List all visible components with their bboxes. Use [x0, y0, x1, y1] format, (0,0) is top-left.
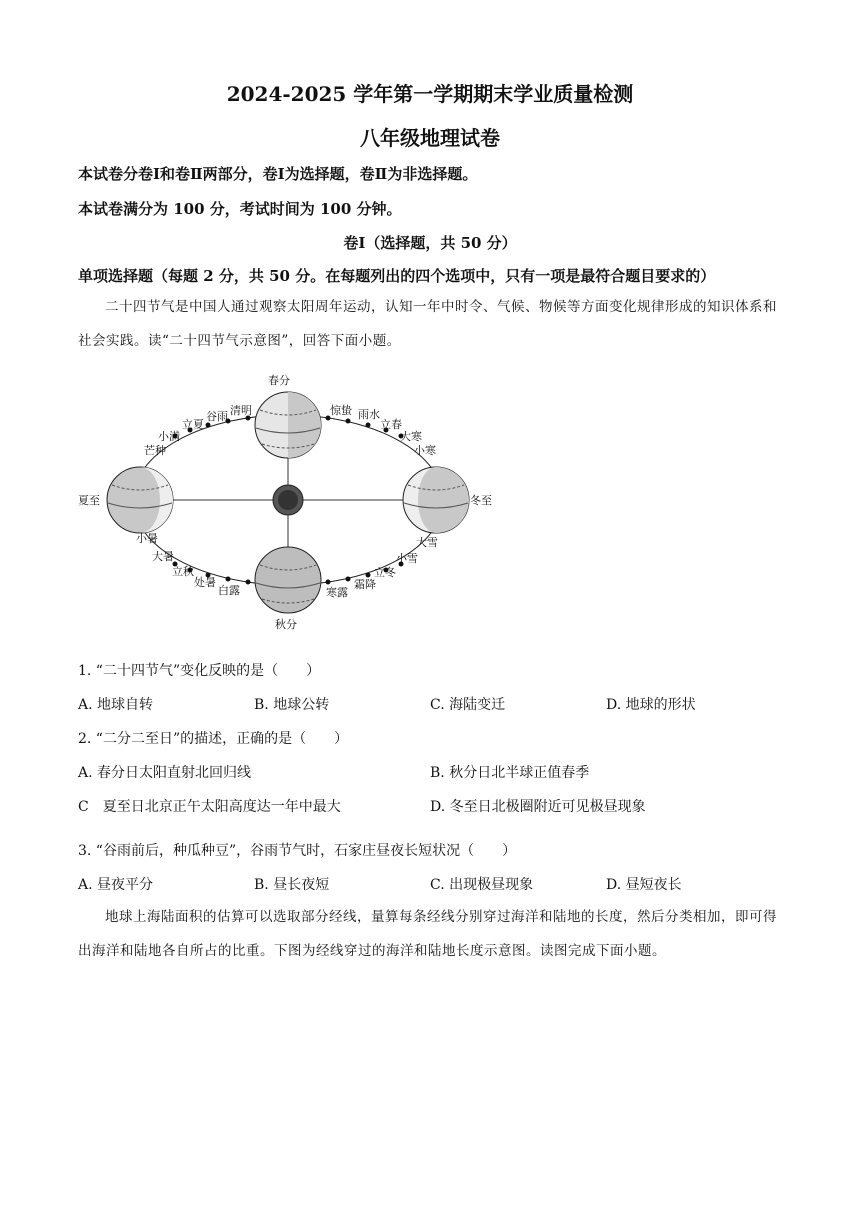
instruction-2: 本试卷满分为 100 分，考试时间为 100 分钟。 — [78, 200, 402, 218]
label-chushu: 处暑 — [194, 576, 216, 589]
question-1-stem: 1. “二十四节气”变化反映的是（ ） — [78, 663, 321, 679]
q2-option-b[interactable]: B. 秋分日北半球正值春季 — [430, 765, 590, 781]
q2-option-a[interactable]: A. 春分日太阳直射北回归线 — [78, 765, 252, 781]
label-autumn-equinox: 秋分 — [275, 618, 297, 631]
q2-option-c[interactable]: C 夏至日北京正午太阳高度达一年中最大 — [78, 799, 341, 815]
label-summer-solstice: 夏至 — [78, 494, 100, 507]
q3-option-a[interactable]: A. 昼夜平分 — [78, 877, 154, 893]
q1-option-b[interactable]: B. 地球公转 — [254, 697, 330, 713]
question-2-stem: 2. “二分二至日”的描述，正确的是（ ） — [78, 731, 349, 747]
label-lixia: 立夏 — [182, 418, 204, 431]
intro-paragraph-2: 地球上海陆面积的估算可以选取部分经线，量算每条经线分别穿过海洋和陆地的长度，然后分类相加，即可得出海洋和陆地各自所占的比重。下图为经线穿过的海洋和陆地长度示意图。读图完成下面小题。 — [78, 909, 777, 959]
exam-subtitle: 八年级地理试卷 — [360, 126, 500, 150]
instruction-1: 本试卷分卷Ⅰ和卷Ⅱ两部分，卷Ⅰ为选择题，卷Ⅱ为非选择题。 — [78, 165, 478, 183]
label-guyu: 谷雨 — [206, 410, 228, 423]
label-qingming: 清明 — [230, 404, 252, 417]
label-yushui: 雨水 — [358, 408, 380, 421]
label-lichun: 立春 — [380, 418, 402, 431]
q1-option-c[interactable]: C. 海陆变迁 — [430, 697, 506, 713]
q1-option-a[interactable]: A. 地球自转 — [78, 697, 154, 713]
label-xiaohan: 小寒 — [414, 444, 436, 457]
solar-terms-svg — [78, 370, 492, 640]
q3-option-c[interactable]: C. 出现极昼现象 — [430, 877, 534, 893]
label-shuangjiang: 霜降 — [354, 578, 376, 591]
label-dashu: 大暑 — [152, 550, 174, 563]
section-heading: 单项选择题（每题 2 分，共 50 分。在每题列出的四个选项中，只有一项是最符合题目要求的） — [78, 267, 716, 285]
exam-title: 2024-2025 学年第一学期期末学业质量检测 — [226, 82, 634, 106]
label-daxue: 大雪 — [416, 536, 438, 549]
label-jingzhe: 惊蛰 — [330, 404, 352, 417]
label-lidong: 立冬 — [374, 566, 396, 579]
label-bailu: 白露 — [218, 584, 240, 597]
sun-core — [278, 490, 298, 510]
question-3-stem: 3. “谷雨前后，种瓜种豆”，谷雨节气时，石家庄昼夜长短状况（ ） — [78, 843, 517, 859]
label-winter-solstice: 冬至 — [470, 494, 492, 507]
globe-summer-solstice — [107, 467, 173, 533]
globe-autumn-equinox — [255, 547, 321, 613]
label-xiaoxue: 小雪 — [396, 552, 418, 565]
label-dahan: 大寒 — [400, 430, 422, 443]
label-liqiu: 立秋 — [172, 565, 194, 578]
q3-option-d[interactable]: D. 昼短夜长 — [606, 877, 682, 893]
section-title: 卷Ⅰ（选择题，共 50 分） — [343, 234, 517, 252]
globe-spring-equinox — [255, 392, 321, 458]
label-hanlu: 寒露 — [326, 586, 348, 599]
globe-winter-solstice — [403, 467, 469, 533]
q3-option-b[interactable]: B. 昼长夜短 — [254, 877, 330, 893]
intro-paragraph-1: 二十四节气是中国人通过观察太阳周年运动，认知一年中时令、气候、物候等方面变化规律形成的知识体系和社会实践。读“二十四节气示意图”，回答下面小题。 — [78, 299, 777, 349]
q1-option-d[interactable]: D. 地球的形状 — [606, 697, 696, 713]
solar-terms-diagram — [78, 370, 492, 640]
label-spring-equinox: 春分 — [268, 374, 290, 387]
label-xiaoman: 小满 — [158, 430, 180, 443]
label-xiaoshu: 小暑 — [136, 532, 158, 545]
q2-option-d[interactable]: D. 冬至日北极圈附近可见极昼现象 — [430, 799, 646, 815]
label-mangzhong: 芒种 — [144, 444, 166, 457]
